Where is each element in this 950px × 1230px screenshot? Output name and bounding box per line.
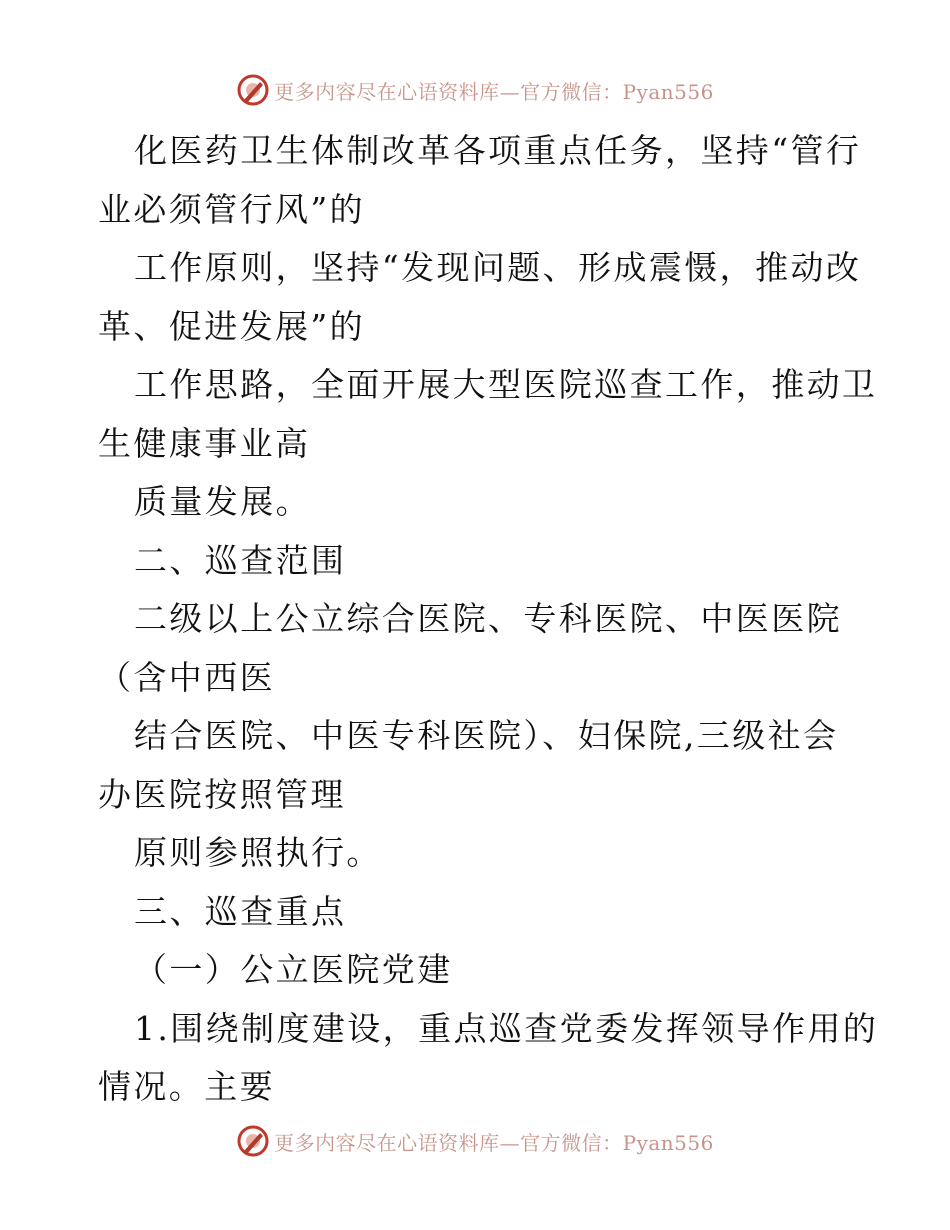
paragraph-line: 二级以上公立综合医院、专科医院、中医医院	[134, 599, 842, 638]
paragraph-line: 结合医院、中医专科医院）、妇保院,三级社会	[134, 716, 839, 755]
watermark-text: 更多内容尽在心语资料库—官方微信：Pyan556	[274, 79, 714, 104]
paragraph-line: 革、促进发展”的	[98, 306, 366, 346]
header-watermark	[0, 72, 950, 108]
section-heading: 三、巡查重点	[134, 891, 347, 931]
footer-watermark	[0, 1123, 950, 1159]
paragraph-line: 生健康事业高	[98, 423, 311, 463]
paragraph-line: 业必须管行风”的	[98, 189, 366, 229]
paragraph-line: （含中西医	[98, 657, 275, 697]
watermark-text: 更多内容尽在心语资料库—官方微信：Pyan556	[274, 1130, 714, 1155]
paragraph-line: 情况。主要	[98, 1067, 275, 1106]
paragraph-line: 工作原则，坚持“发现问题、形成震慑，推动改	[134, 248, 862, 287]
library-logo-icon	[236, 1124, 270, 1158]
paragraph-line: 工作思路，全面开展大型医院巡查工作，推动卫	[134, 365, 878, 404]
section-heading: 二、巡查范围	[134, 540, 347, 580]
paragraph-line: 化医药卫生体制改革各项重点任务，坚持“管行	[134, 131, 862, 170]
subsection-heading: （一）公立医院党建	[134, 950, 453, 989]
document-body	[98, 122, 879, 1117]
paragraph-line: 原则参照执行。	[134, 833, 382, 872]
paragraph-line: 办医院按照管理	[98, 774, 346, 814]
paragraph-line: 质量发展。	[134, 482, 311, 521]
library-logo-icon	[236, 73, 270, 107]
paragraph-line: 1.围绕制度建设，重点巡查党委发挥领导作用的	[134, 1008, 879, 1048]
